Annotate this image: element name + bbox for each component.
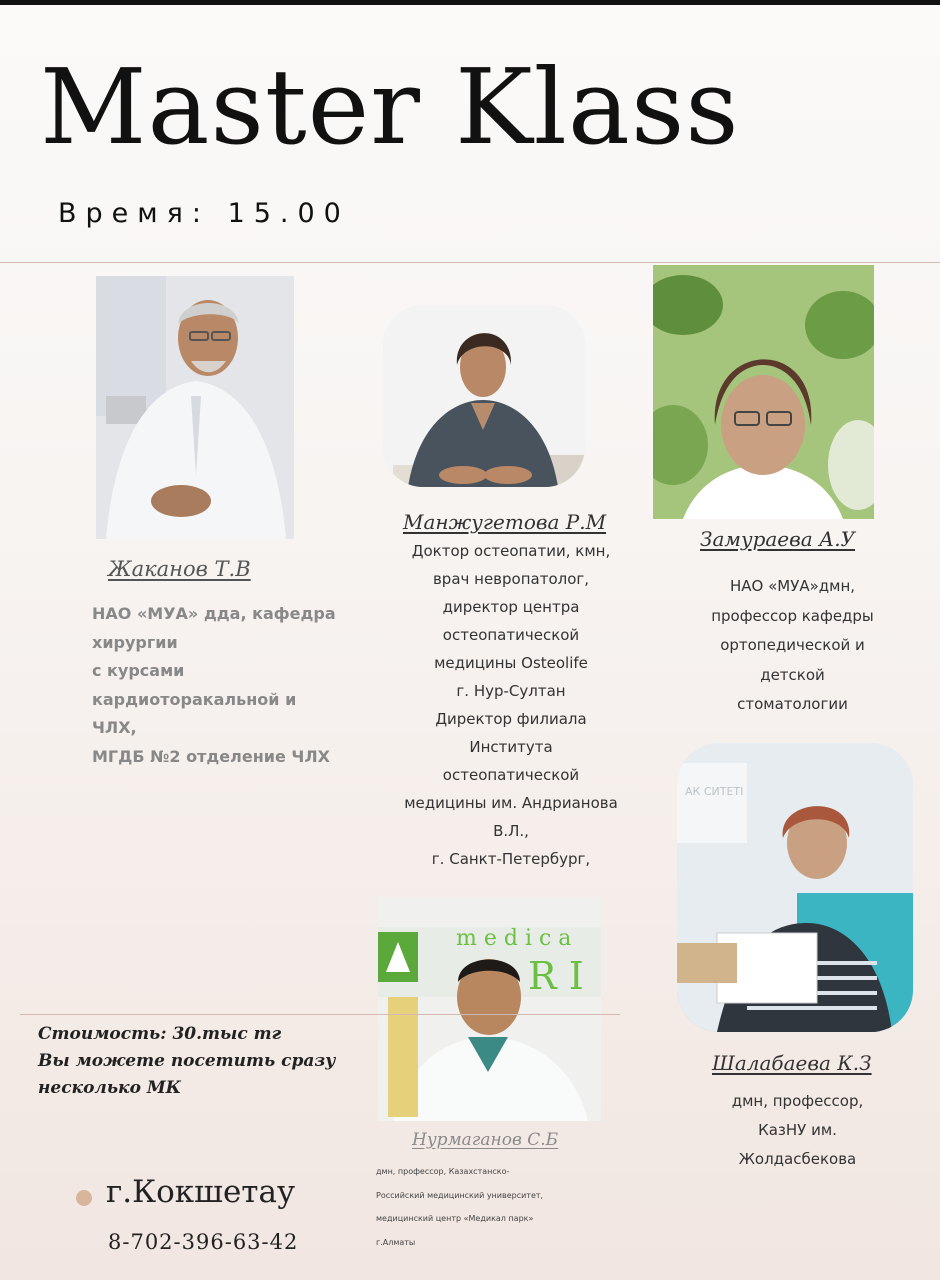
- speaker-name-zhakanov: Жаканов Т.В: [108, 557, 251, 581]
- speaker-name-zamuraeva: Замураева А.У: [700, 527, 856, 551]
- speaker-desc-nurmaganov: дмн, профессор, Казахстанско- Российский медицинский университет, медицинский центр «Медикал парк» г.Алматы: [376, 1167, 544, 1247]
- speaker-desc-zamuraeva: НАО «МУА»дмн, профессор кафедры ортопедической и детской стоматологии: [711, 577, 874, 713]
- divider-top: [0, 262, 940, 263]
- speaker-photo-zhakanov: [96, 276, 294, 539]
- speaker-photo-zamuraeva: [653, 265, 874, 519]
- price-info: Стоимость: 30.тыс тг Вы можете посетить сразу несколько МК: [38, 1024, 336, 1098]
- poster-title: Master Klass: [40, 46, 740, 168]
- wall-sign-text-1: АК СИТЕТІ: [685, 785, 744, 798]
- speaker-photo-nurmaganov: [378, 897, 601, 1121]
- medical-park-sign-bottom: R I: [528, 954, 584, 998]
- speaker-name-manzhugetova: Манжугетова Р.М: [403, 510, 607, 534]
- speaker-photo-manzhugetova: [383, 305, 585, 487]
- city-name: г.Кокшетау: [106, 1174, 296, 1210]
- speaker-photo-shalabaeva: [677, 743, 913, 1032]
- speaker-desc-manzhugetova: Доктор остеопатии, кмн, врач невропатолог, директор центра остеопатической медицины Osteolife г. Нур-Султан Директор филиала Института остеопатической медицины им. Андрианова В.Л., г. Санкт-Петербург,: [404, 542, 618, 868]
- medical-park-sign-top: m e d i c a: [456, 926, 572, 951]
- location-pin-icon: [76, 1190, 92, 1206]
- speaker-name-shalabaeva: Шалабаева К.З: [712, 1051, 872, 1075]
- divider-middle: [20, 1014, 620, 1015]
- speaker-desc-shalabaeva: дмн, профессор, КазНУ им. Жолдасбекова: [731, 1092, 864, 1168]
- event-time: Время: 15.00: [58, 198, 350, 229]
- speaker-name-nurmaganov: Нурмаганов С.Б: [412, 1130, 559, 1150]
- top-border: [0, 0, 940, 5]
- phone-number[interactable]: 8-702-396-63-42: [108, 1230, 299, 1254]
- speaker-desc-zhakanov: НАО «МУА» дда, кафедра хирургии с курсами кардиоторакальной и ЧЛХ, МГДБ №2 отделение ЧЛХ: [92, 604, 336, 766]
